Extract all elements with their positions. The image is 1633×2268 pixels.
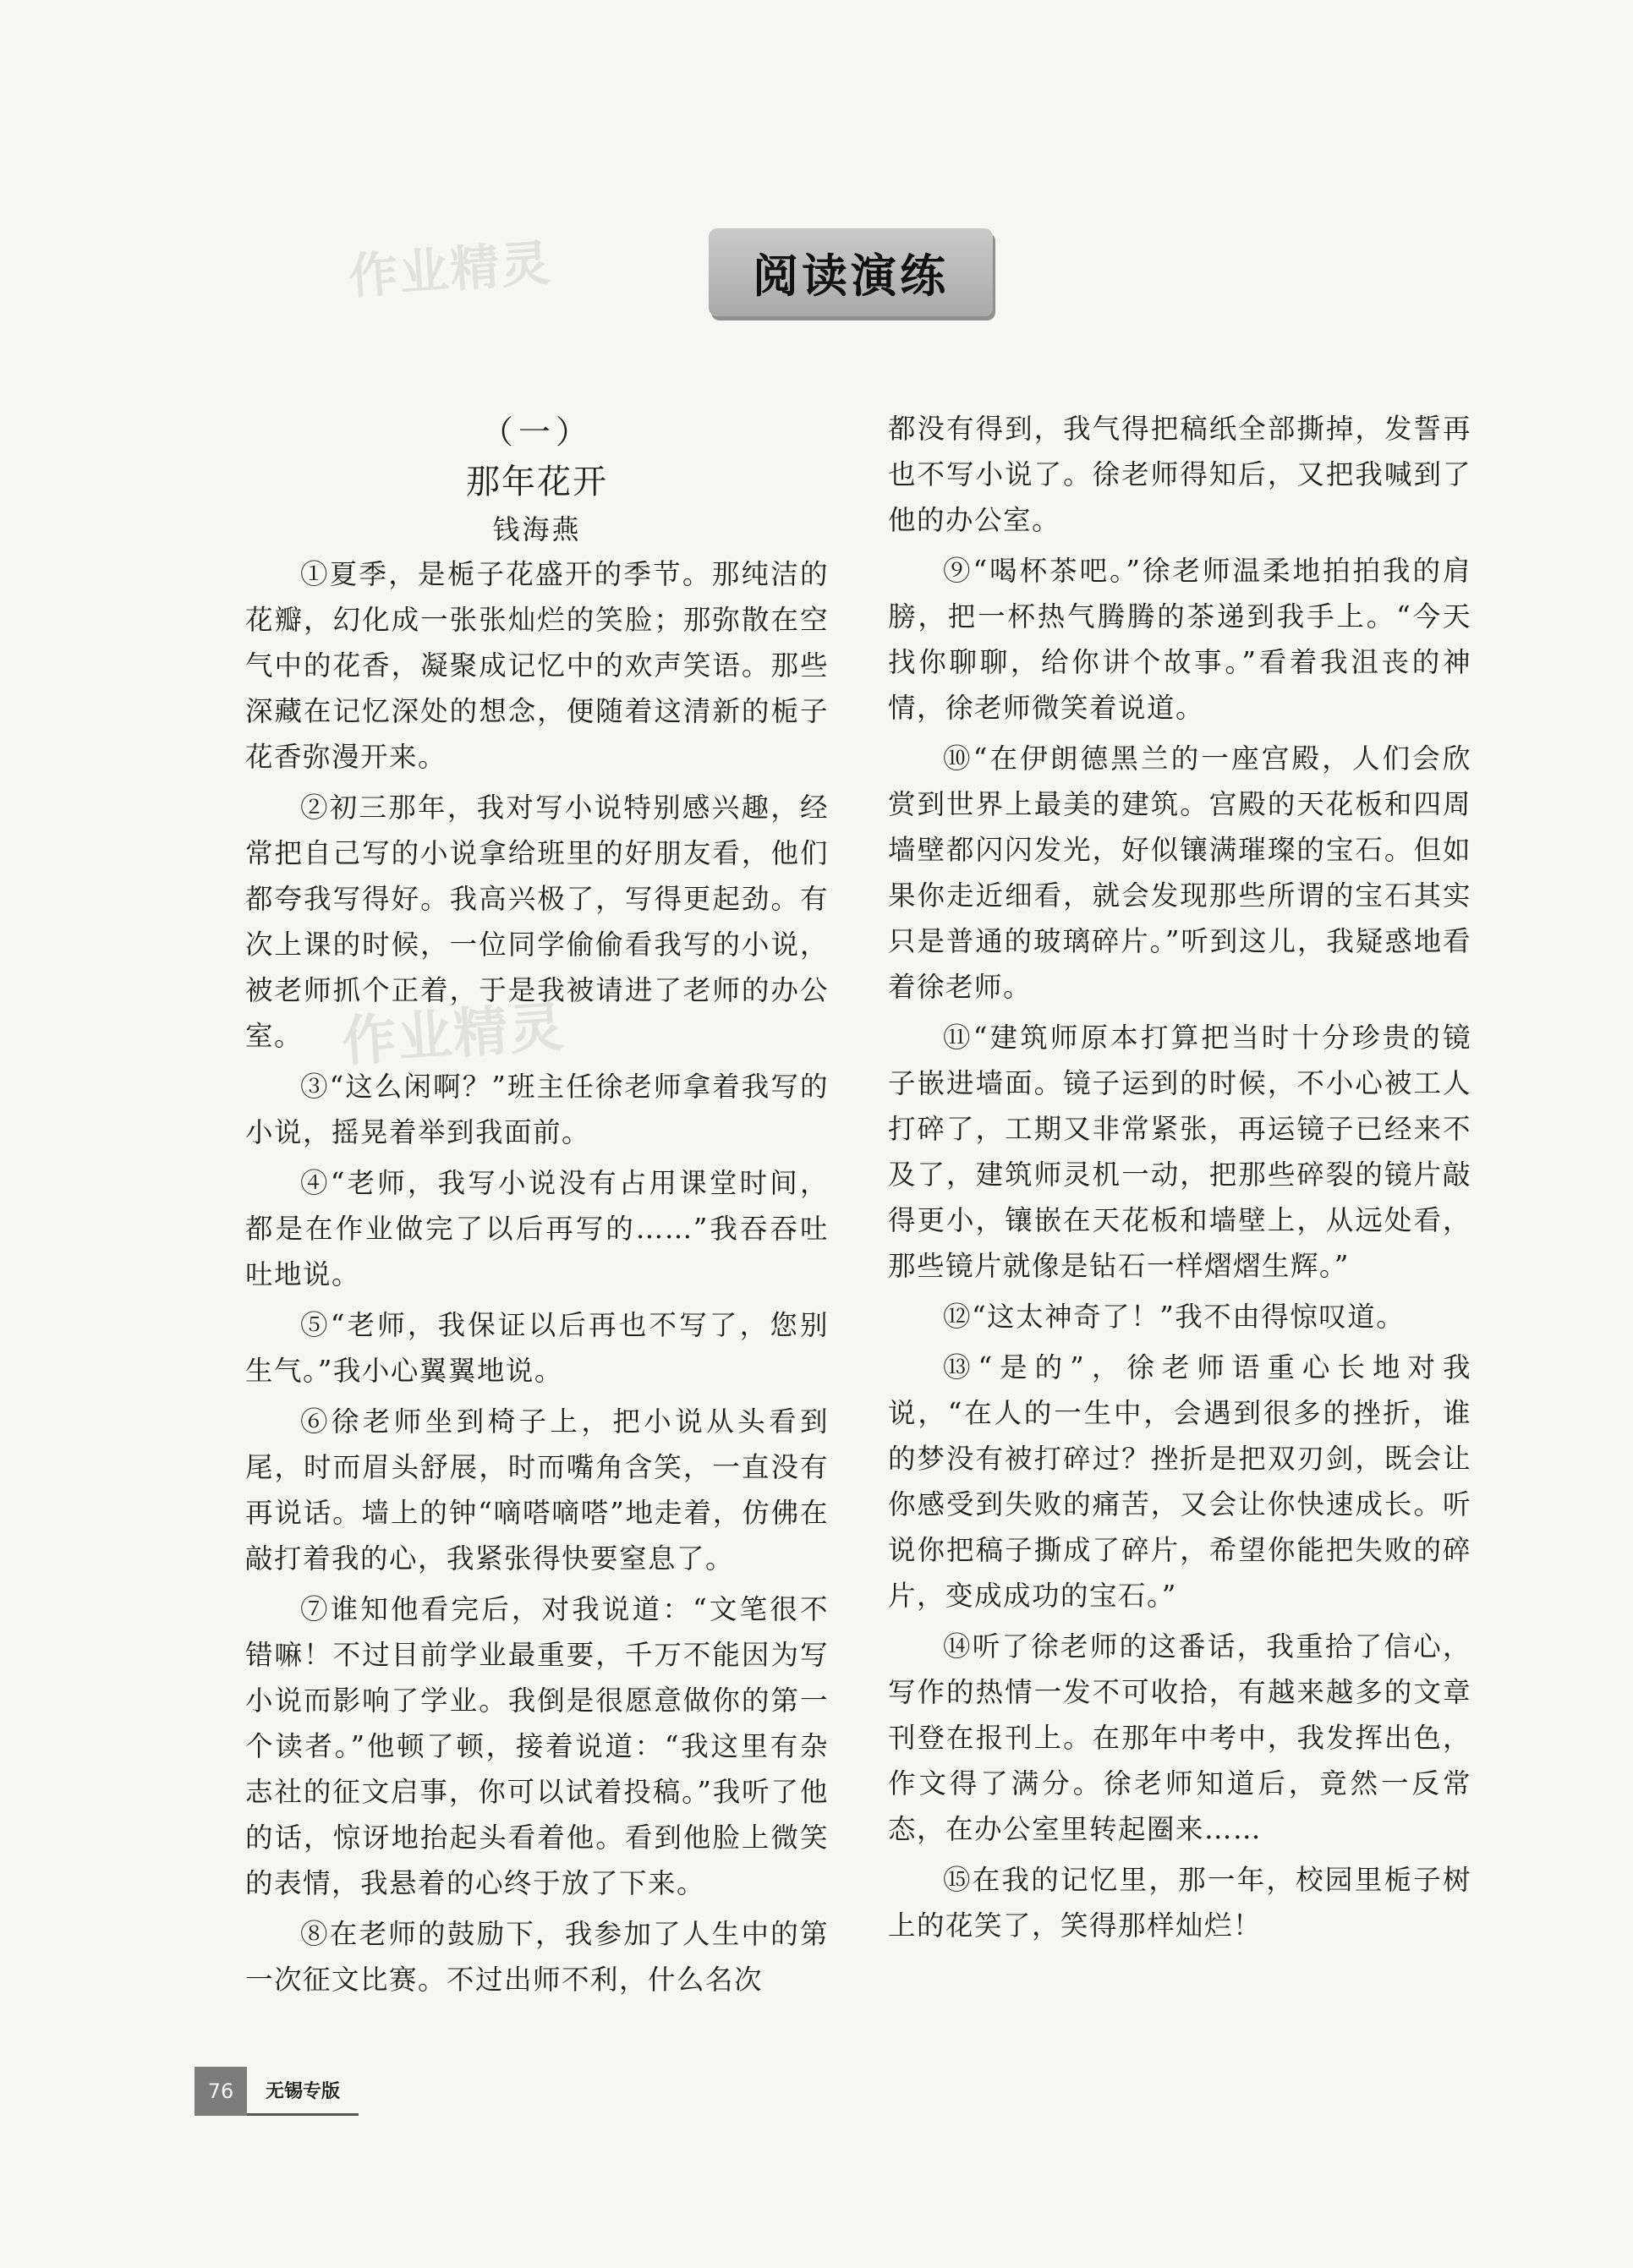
- paragraph-8-continued: 都没有得到，我气得把稿纸全部撕掉，发誓再也不写小说了。徐老师得知后，又把我喊到了他的办公室。: [888, 413, 1471, 536]
- paragraph-11: ⑪“建筑师原本打算把当时十分珍贵的镜子嵌进墙面。镜子运到的时候，不小心被工人打碎了，工期又非常紧张，再运镜子已经来不及了，建筑师灵机一动，把那些碎裂的镜片敲得更小，镶嵌在天花板和墙壁上，从远处看，那些镜片就像是钻石一样熠熠生辉。”: [888, 1022, 1471, 1282]
- author-name: 钱海燕: [492, 513, 582, 545]
- paragraph-9: ⑨“喝杯茶吧。”徐老师温柔地拍拍我的肩膀，把一杯热气腾腾的茶递到我手上。“今天找你聊聊，给你讲个故事。”看着我沮丧的神情，徐老师微笑着说道。: [888, 555, 1471, 724]
- story-title: 那年花开: [466, 463, 608, 501]
- left-column: [245, 408, 829, 2008]
- paragraph-14: ⑭听了徐老师的这番话，我重拾了信心，写作的热情一发不可收拾，有越来越多的文章刊登在报刊上。在那年中考中，我发挥出色，作文得了满分。徐老师知道后，竟然一反常态，在办公室里转起圈来……: [888, 1630, 1471, 1845]
- paragraph-15: ⑮在我的记忆里，那一年，校园里栀子树上的花笑了，笑得那样灿烂！: [888, 1864, 1471, 1942]
- paragraph-13: ⑬“是的”，徐老师语重心长地对我说，“在人的一生中，会遇到很多的挫折，谁的梦没有被打碎过？挫折是把双刃剑，既会让你感受到失败的痛苦，又会让你快速成长。听说你把稿子撕成了碎片，希望你能把失败的碎片，变成成功的宝石。”: [888, 1351, 1471, 1612]
- paragraph-1: ①夏季，是栀子花盛开的季节。那纯洁的花瓣，幻化成一张张灿烂的笑脸；那弥散在空气中的花香，凝聚成记忆中的欢声笑语。那些深藏在记忆深处的想念，便随着这清新的栀子花香弥漫开来。: [245, 558, 829, 773]
- paragraph-10: ⑩“在伊朗德黑兰的一座宫殿，人们会欣赏到世界上最美的建筑。宫殿的天花板和四周墙壁都闪闪发光，好似镶满璀璨的宝石。但如果你走近细看，就会发现那些所谓的宝石其实只是普通的玻璃碎片。”听到这儿，我疑惑地看着徐老师。: [888, 742, 1471, 1003]
- paragraph-2: ②初三那年，我对写小说特别感兴趣，经常把自己写的小说拿给班里的好朋友看，他们都夸我写得好。我高兴极了，写得更起劲。有次上课的时候，一位同学偷偷看我写的小说，被老师抓个正着，于是我被请进了老师的办公室。: [245, 792, 829, 1052]
- watermark-top: 作业精灵: [347, 233, 554, 306]
- paragraph-7: ⑦谁知他看完后，对我说道：“文笔很不错嘛！不过目前学业最重要，千万不能因为写小说而影响了学业。我倒是很愿意做你的第一个读者。”他顿了顿，接着说道：“我这里有杂志社的征文启事，你可以试着投稿。”我听了他的话，惊讶地抬起头看着他。看到他脸上微笑的表情，我悬着的心终于放了下来。: [245, 1593, 829, 1899]
- paragraph-12: ⑫“这太神奇了！”我不由得惊叹道。: [943, 1301, 1406, 1333]
- edition-label: 无锡专版: [247, 2067, 359, 2116]
- paragraph-4: ④“老师，我写小说没有占用课堂时间，都是在作业做完了以后再写的……”我吞吞吐吐地说。: [245, 1167, 829, 1290]
- part-number: （一）: [480, 414, 593, 451]
- paragraph-6: ⑥徐老师坐到椅子上，把小说从头看到尾，时而眉头舒展，时而嘴角含笑，一直没有再说话。墙上的钟“嘀嗒嘀嗒”地走着，仿佛在敲打着我的心，我紧张得快要窒息了。: [245, 1405, 829, 1575]
- paragraph-3: ③“这么闲啊？”班主任徐老师拿着我写的小说，摇晃着举到我面前。: [245, 1071, 829, 1148]
- right-column: [888, 406, 1471, 1953]
- paragraph-8: ⑧在老师的鼓励下，我参加了人生中的第一次征文比赛。不过出师不利，什么名次: [245, 1918, 829, 1996]
- paragraph-5: ⑤“老师，我保证以后再也不写了，您别生气。”我小心翼翼地说。: [245, 1309, 829, 1387]
- section-title-banner: 阅读演练: [709, 228, 993, 316]
- watermark-middle: 作业精灵: [340, 995, 567, 1075]
- page-number: 76: [195, 2067, 247, 2116]
